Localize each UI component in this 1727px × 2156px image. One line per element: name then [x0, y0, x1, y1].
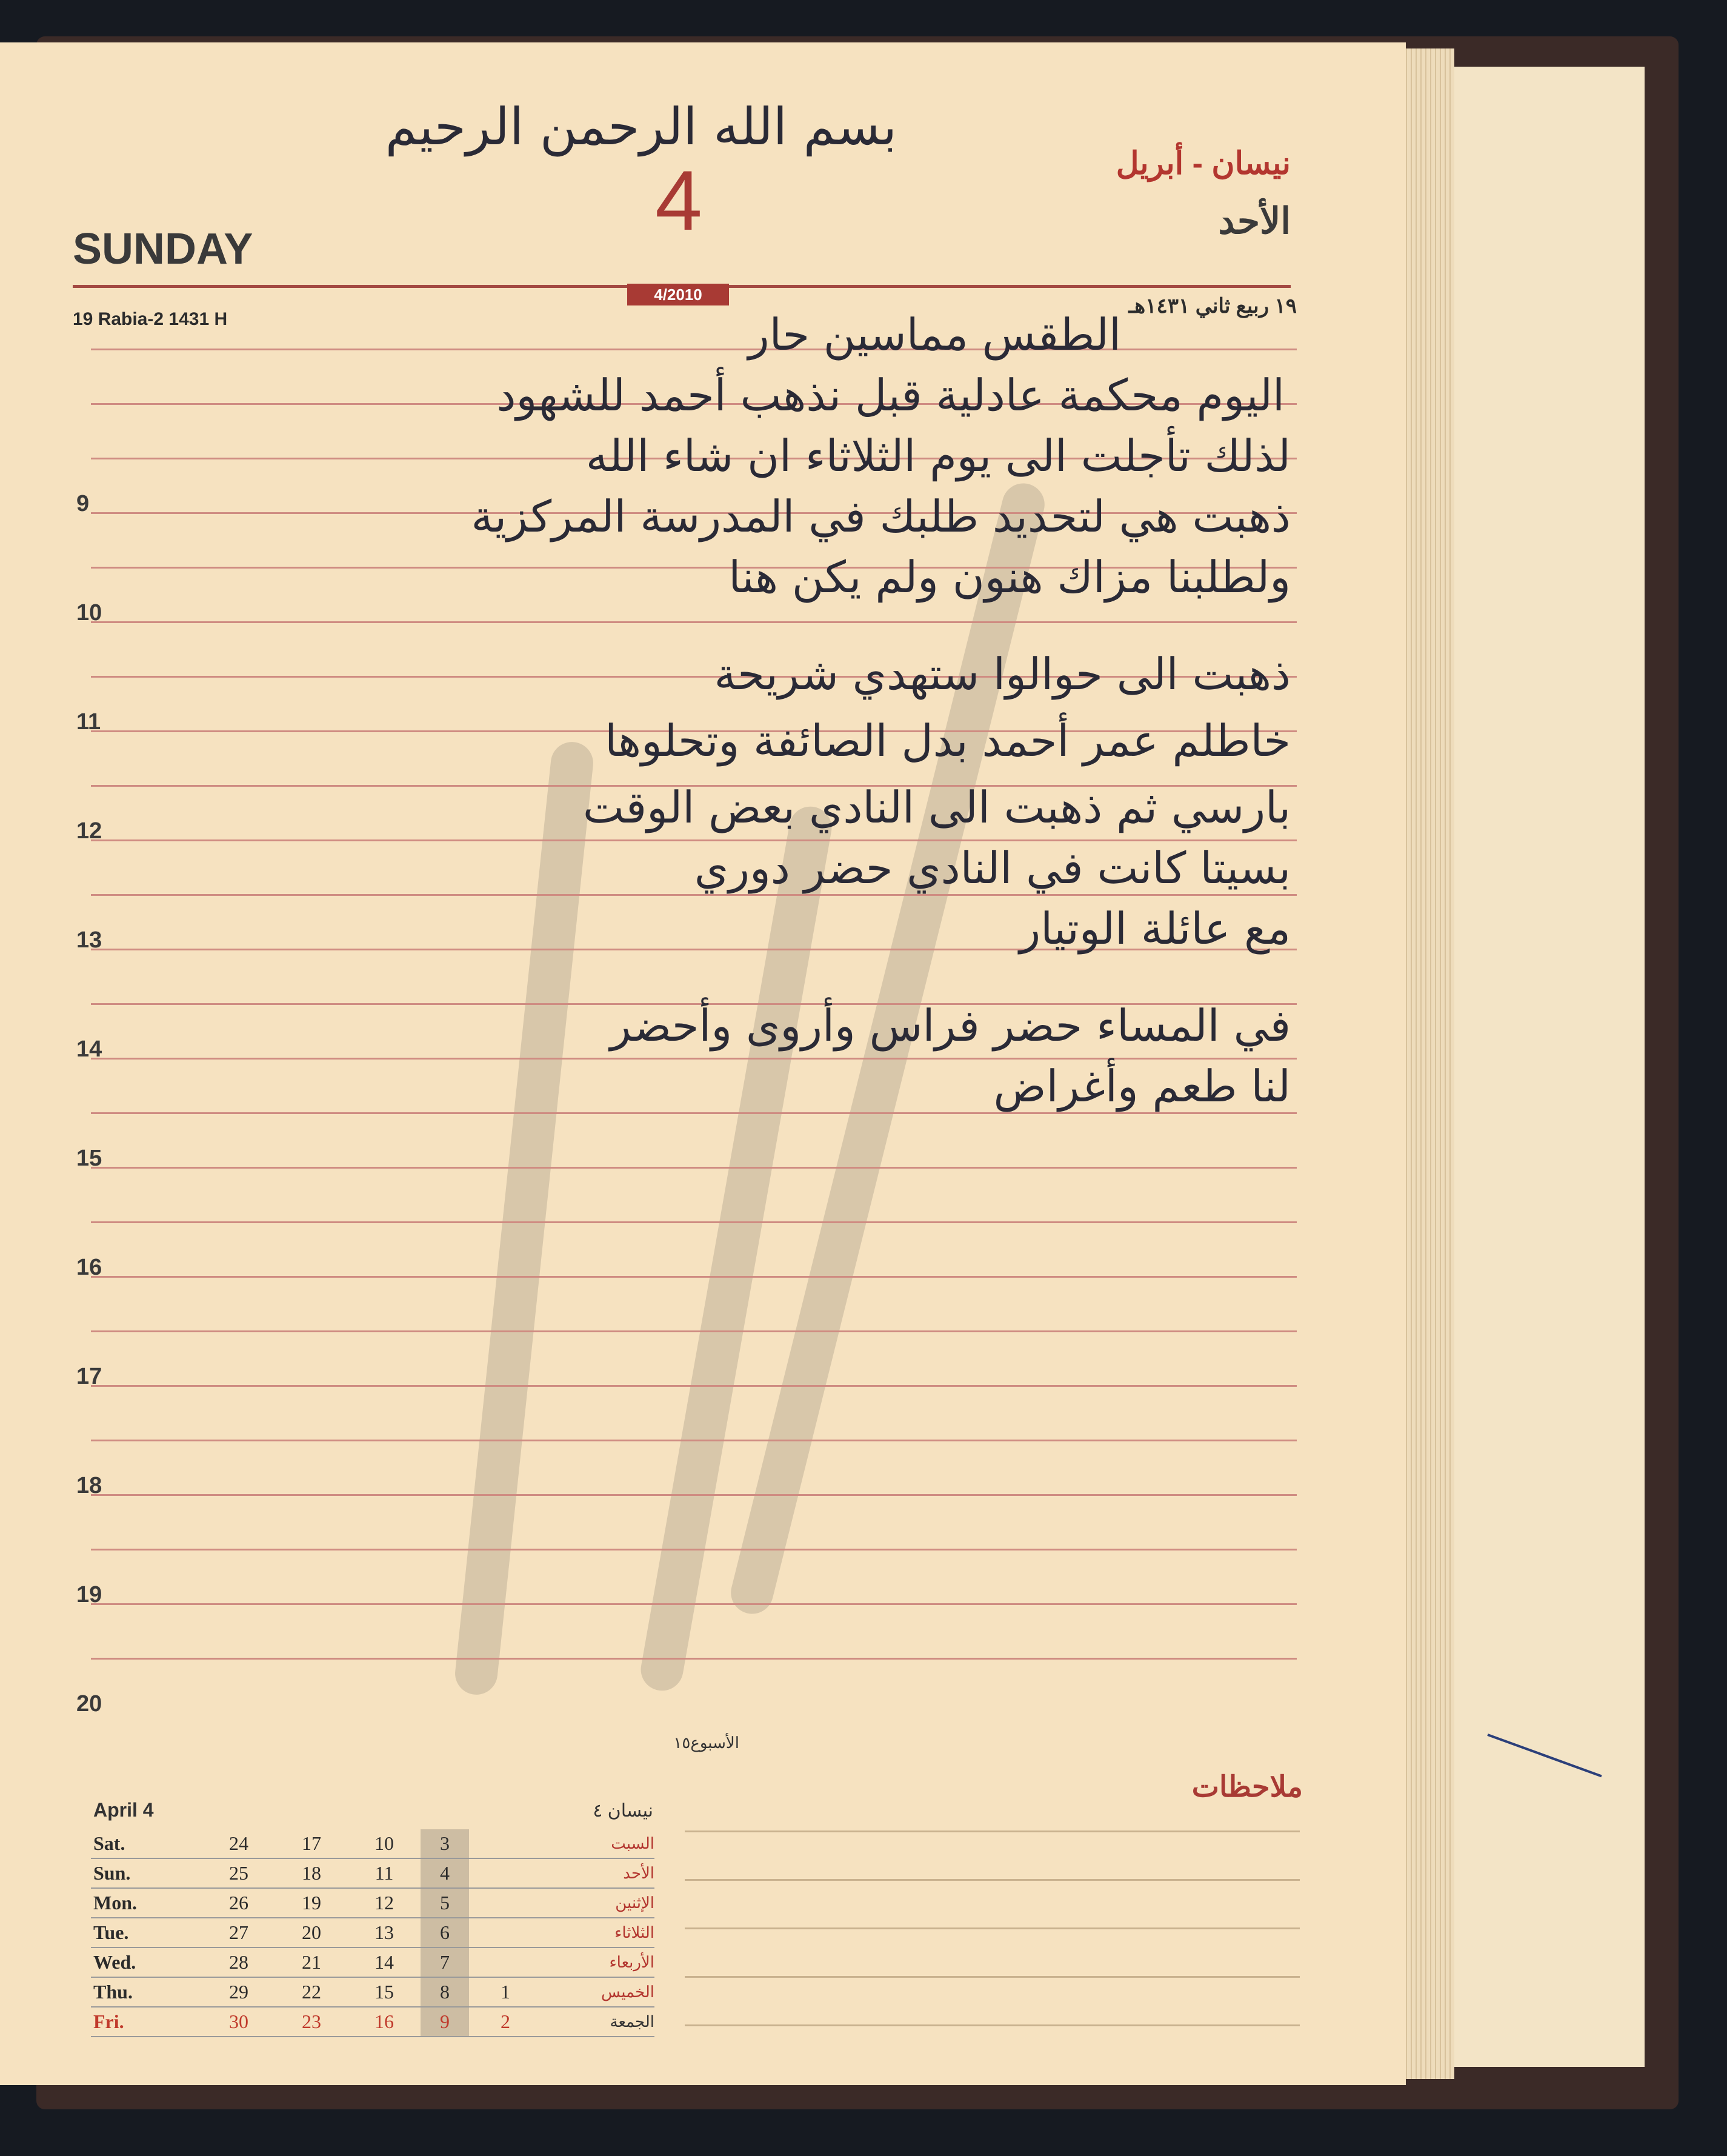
calendar-cell: 27: [202, 1918, 275, 1947]
calendar-cell: 10: [348, 1829, 421, 1858]
calendar-row: [91, 1829, 654, 1858]
calendar-cell: Tue.: [91, 1918, 202, 1947]
handwritten-line: ذهبت هي لتحديد طلبك في المدرسة المركزية: [471, 491, 1291, 542]
handwritten-line: لذلك تأجلت الى يوم الثلاثاء ان شاء الله: [585, 430, 1291, 481]
ruled-line: [91, 1658, 1297, 1660]
calendar-row: [91, 1918, 654, 1947]
calendar-row: [91, 1888, 654, 1918]
calendar-cell: 26: [202, 1888, 275, 1918]
calendar-cell: السبت: [542, 1829, 654, 1858]
calendar-cell: الإثنين: [542, 1888, 654, 1918]
calendar-cell: 15: [348, 1977, 421, 2007]
handwritten-basmala: بسم الله الرحمن الرحيم: [385, 97, 897, 156]
hijri-date-arabic: ١٩ ربيع ثاني ١٤٣١هـ: [1128, 295, 1297, 318]
calendar-cell: 2: [469, 2007, 542, 2037]
mini-calendar-grid: [91, 1829, 654, 2037]
day-name-english: SUNDAY: [73, 225, 253, 273]
hour-label: 16: [76, 1255, 102, 1280]
hour-label: 13: [76, 927, 102, 953]
calendar-cell: Wed.: [91, 1947, 202, 1977]
ruled-line: [91, 1112, 1297, 1114]
calendar-cell: الأحد: [542, 1858, 654, 1888]
calendar-cell: 28: [202, 1947, 275, 1977]
ruled-line: [91, 1330, 1297, 1332]
calendar-cell: 17: [275, 1829, 348, 1858]
calendar-cell: 25: [202, 1858, 275, 1888]
handwritten-line: مع عائلة الوتيار: [1019, 903, 1291, 954]
hour-label: 19: [76, 1582, 102, 1607]
mini-calendar-header: [91, 1794, 654, 1824]
ruled-line: [91, 1549, 1297, 1550]
calendar-cell: Mon.: [91, 1888, 202, 1918]
calendar-cell: 19: [275, 1888, 348, 1918]
notes-line: [685, 1879, 1300, 1881]
hour-label: 14: [76, 1036, 102, 1062]
calendar-cell: 18: [275, 1858, 348, 1888]
calendar-cell: 23: [275, 2007, 348, 2037]
calendar-cell: 24: [202, 1829, 275, 1858]
calendar-cell: Fri.: [91, 2007, 202, 2037]
calendar-cell: [469, 1947, 542, 1977]
calendar-cell: الخميس: [542, 1977, 654, 2007]
calendar-cell: 7: [421, 1947, 469, 1977]
handwritten-line: اليوم محكمة عادلية قبل نذهب أحمد للشهود: [496, 370, 1285, 421]
calendar-cell: [469, 1918, 542, 1947]
mini-calendar-title-ar: نيسان ٤: [593, 1801, 653, 1821]
calendar-cell: 3: [421, 1829, 469, 1858]
hour-label: 15: [76, 1146, 102, 1171]
calendar-cell: [469, 1888, 542, 1918]
calendar-cell: [469, 1858, 542, 1888]
handwritten-line: بارسي ثم ذهبت الى النادي بعض الوقت: [582, 782, 1291, 833]
handwritten-line: ذهبت الى حوالوا ستهدي شريحة: [714, 649, 1291, 699]
calendar-cell: الثلاثاء: [542, 1918, 654, 1947]
ruled-line: [91, 1276, 1297, 1278]
ruled-line: [91, 894, 1297, 896]
calendar-row: [91, 1947, 654, 1977]
calendar-cell: 11: [348, 1858, 421, 1888]
diary-page: [0, 42, 1406, 2085]
calendar-cell: 6: [421, 1918, 469, 1947]
ruled-line: [91, 1221, 1297, 1223]
calendar-cell: الأربعاء: [542, 1947, 654, 1977]
calendar-cell: 4: [421, 1858, 469, 1888]
handwritten-line: الطقس مماسين حار: [748, 309, 1121, 360]
ruled-line: [91, 621, 1297, 623]
notes-line: [685, 1927, 1300, 1929]
ruled-line: [91, 1440, 1297, 1441]
handwritten-line: بسيتا كانت في النادي حضر دوري: [694, 843, 1291, 893]
calendar-cell: 9: [421, 2007, 469, 2037]
calendar-cell: Sat.: [91, 1829, 202, 1858]
hour-label: 11: [76, 709, 101, 735]
calendar-cell: [469, 1829, 542, 1858]
calendar-cell: 29: [202, 1977, 275, 2007]
day-number: 4: [655, 153, 702, 248]
handwritten-line: خاطلم عمر أحمد بدل الصائفة وتحلوها: [605, 715, 1291, 766]
calendar-cell: Sun.: [91, 1858, 202, 1888]
month-arabic: نيسان - أبريل: [1116, 146, 1291, 181]
hour-label: 10: [76, 600, 102, 626]
hour-label: 12: [76, 818, 102, 844]
calendar-row: [91, 1977, 654, 2007]
day-name-arabic: الأحد: [1218, 201, 1291, 241]
ruled-line: [91, 839, 1297, 841]
hour-label: 20: [76, 1691, 102, 1717]
ruled-line: [91, 1385, 1297, 1387]
week-number: الأسبوع١٥: [673, 1734, 739, 1752]
notes-label: ملاحظات: [1191, 1771, 1303, 1803]
ruled-line: [91, 1494, 1297, 1496]
calendar-cell: 8: [421, 1977, 469, 2007]
calendar-cell: الجمعة: [542, 2007, 654, 2037]
hijri-date-english: 19 Rabia-2 1431 H: [73, 309, 228, 329]
hour-label: 18: [76, 1473, 102, 1498]
calendar-cell: 14: [348, 1947, 421, 1977]
handwritten-line: ولطلبنا مزاك هنون ولم يكن هنا: [728, 552, 1291, 602]
calendar-row: [91, 2007, 654, 2037]
notes-line: [685, 2024, 1300, 2026]
inner-cover-flap: [1448, 67, 1645, 2067]
notes-line: [685, 1831, 1300, 1832]
hour-label: 9: [76, 491, 90, 516]
calendar-cell: 30: [202, 2007, 275, 2037]
handwritten-line: في المساء حضر فراس وأروى وأحضر: [610, 1000, 1291, 1051]
calendar-cell: 12: [348, 1888, 421, 1918]
ruled-line: [91, 1167, 1297, 1169]
notes-line: [685, 1976, 1300, 1978]
calendar-cell: 22: [275, 1977, 348, 2007]
calendar-cell: 1: [469, 1977, 542, 2007]
hour-label: 17: [76, 1364, 102, 1389]
calendar-cell: Thu.: [91, 1977, 202, 2007]
date-badge: 4/2010: [627, 284, 729, 305]
calendar-cell: 16: [348, 2007, 421, 2037]
ruled-line: [91, 1058, 1297, 1060]
calendar-row: [91, 1858, 654, 1888]
calendar-cell: 20: [275, 1918, 348, 1947]
handwritten-line: لنا طعم وأغراض: [993, 1061, 1291, 1112]
calendar-cell: 13: [348, 1918, 421, 1947]
mini-calendar-title-en: April 4: [93, 1799, 154, 1821]
calendar-cell: 5: [421, 1888, 469, 1918]
calendar-cell: 21: [275, 1947, 348, 1977]
ruled-line: [91, 1603, 1297, 1605]
